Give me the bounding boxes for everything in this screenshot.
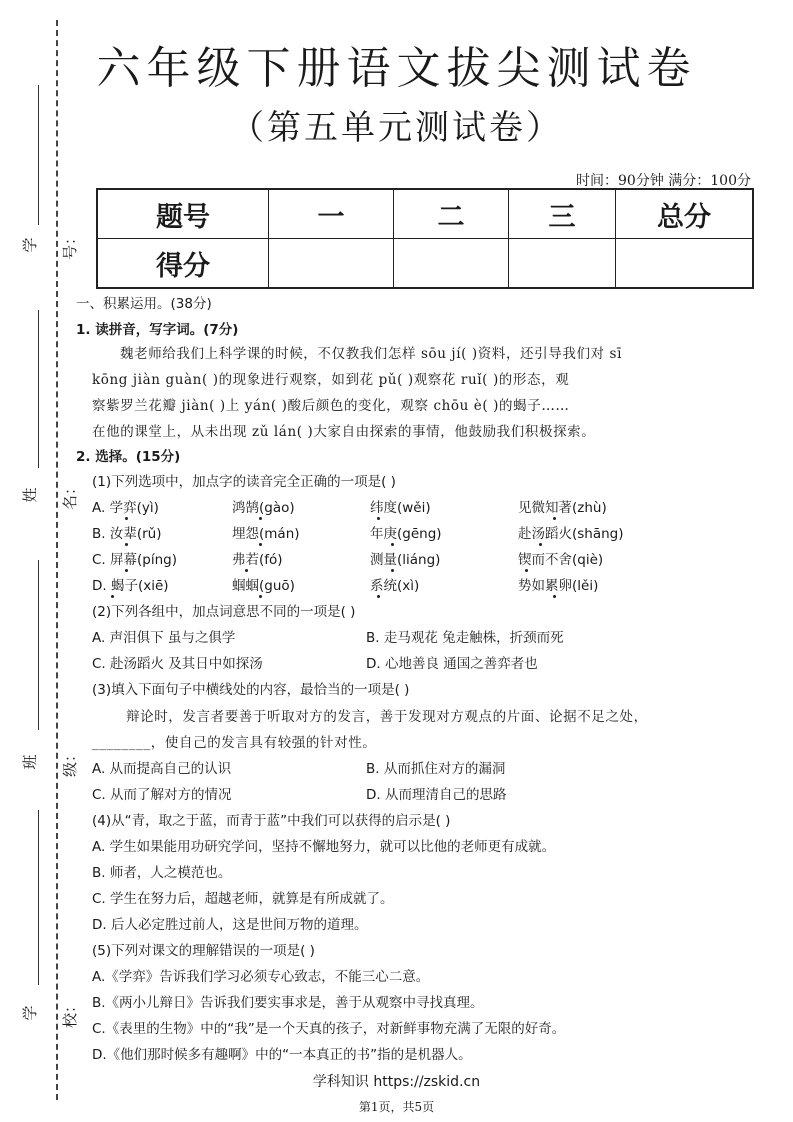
question-1-title: 1. 读拼音，写字词。(7分) [76, 322, 239, 338]
sub-question-3-passage: 辩论时，发言者要善于听取对方的发言，善于发现对方观点的片面、论据不足之处， [126, 709, 648, 725]
emphasis-dot [111, 595, 114, 598]
sub-question-5-stem: (5)下列对课文的理解错误的一项是( ) [92, 943, 315, 959]
option-text: 赴汤蹈火(shāng) [518, 526, 624, 542]
binding-dashed-line [56, 20, 58, 1100]
emphasis-dot [125, 569, 128, 572]
sub-question-3-stem: (3)填入下面句子中横线处的内容，最恰当的一项是( ) [92, 682, 410, 698]
emphasis-dot [539, 543, 542, 546]
emphasis-dot [553, 595, 556, 598]
score-cell[interactable] [394, 239, 509, 289]
score-table-header-cell: 题号 [97, 189, 269, 239]
score-row-label: 得分 [97, 239, 269, 289]
score-table-header-cell: 一 [269, 189, 394, 239]
page-title: 六年级下册语文拔尖测试卷 [96, 43, 697, 94]
option-text[interactable]: B. 从而抓住对方的漏洞 [366, 761, 506, 777]
option-text[interactable]: A. 学生如果能用功研究学问，坚持不懈地努力，就可以比他的老师更有成就。 [92, 839, 556, 855]
score-table-header-cell: 三 [509, 189, 616, 239]
emphasis-dot [245, 569, 248, 572]
score-table-header-cell: 二 [394, 189, 509, 239]
sub-question-1-stem: (1)下列选项中，加点字的读音完全正确的一项是( ) [92, 474, 396, 490]
question-1-line: 在他的课堂上，从未出现 zǔ lán( )大家自由探索的事情，他鼓励我们积极探索。 [92, 424, 596, 440]
option-text: 年庚(gēng) [370, 526, 442, 542]
emphasis-dot [377, 595, 380, 598]
emphasis-dot [525, 569, 528, 572]
option-text[interactable]: D. 心地善良 通国之善弈者也 [366, 656, 538, 672]
emphasis-dot [391, 569, 394, 572]
option-text[interactable]: C. 从而了解对方的情况 [92, 787, 232, 803]
emphasis-dot [259, 595, 262, 598]
option-text[interactable]: D. 从而理清自己的思路 [366, 787, 507, 803]
option-text[interactable]: A. 学弈(yì) [92, 500, 159, 516]
score-table-score-row [97, 239, 753, 289]
page-number: 第1页，共5页 [358, 1100, 435, 1114]
class-line[interactable] [38, 560, 39, 730]
option-text[interactable]: D.《他们那时候多有趣啊》中的“一本真正的书”指的是机器人。 [92, 1047, 472, 1063]
score-cell[interactable] [509, 239, 616, 289]
option-text[interactable]: B. 汝辈(rǔ) [92, 526, 162, 542]
class-label: 班级： [21, 747, 79, 778]
option-text[interactable]: C.《表里的生物》中的“我”是一个天真的孩子，对新鲜事物充满了无限的好奇。 [92, 1021, 566, 1037]
option-text[interactable]: B. 师者，人之模范也。 [92, 865, 232, 881]
score-table-header-cell: 总分 [616, 189, 754, 239]
emphasis-dot [377, 517, 380, 520]
question-1-line: 魏老师给我们上科学课的时候，不仅教我们怎样 sōu jí( )资料，还引导我们对 sī [120, 346, 622, 362]
option-text[interactable]: B.《两小儿辩日》告诉我们要实事求是，善于从观察中寻找真理。 [92, 995, 484, 1011]
school-label: 学校： [21, 998, 79, 1029]
option-text: 系统(xì) [370, 578, 420, 594]
name-line[interactable] [38, 310, 39, 468]
source-watermark: 学科知识 https://zskid.cn [312, 1074, 481, 1090]
option-text: 鸿鹄(gào) [232, 500, 295, 516]
student-id-label: 学号： [21, 230, 79, 261]
emphasis-dot [125, 517, 128, 520]
option-text: 测量(liáng) [370, 552, 441, 568]
option-text[interactable]: D. 后人必定胜过前人，这是世间万物的道理。 [92, 917, 368, 933]
emphasis-dot [259, 543, 262, 546]
score-table-header-row [97, 189, 753, 239]
option-text[interactable]: A.《学弈》告诉我们学习必须专心致志，不能三心二意。 [92, 969, 430, 985]
emphasis-dot [125, 543, 128, 546]
option-text: 纬度(wěi) [370, 500, 431, 516]
option-text: 埋怨(mán) [232, 526, 300, 542]
score-cell[interactable] [269, 239, 394, 289]
option-text: 蝈蝈(guō) [232, 578, 295, 594]
sub-question-2-stem: (2)下列各组中，加点词意思不同的一项是( ) [92, 604, 356, 620]
school-line[interactable] [38, 810, 39, 985]
option-text[interactable]: C. 屏幕(píng) [92, 552, 177, 568]
question-1-line: kōng jiàn guàn( )的现象进行观察，如到花 pǔ( )观察花 ruǐ( )的形态，观 [92, 372, 570, 388]
score-table [96, 188, 754, 289]
option-text[interactable]: A. 声泪俱下 虽与之俱学 [92, 630, 236, 646]
section-heading: 一、积累运用。(38分) [76, 296, 212, 312]
option-text[interactable]: A. 从而提高自己的认识 [92, 761, 232, 777]
emphasis-dot [391, 543, 394, 546]
option-text: 弗若(fó) [232, 552, 283, 568]
emphasis-dot [553, 517, 556, 520]
option-text[interactable]: C. 学生在努力后，超越老师，就算是有所成就了。 [92, 891, 394, 907]
option-text: 见微知著(zhù) [518, 500, 607, 516]
option-text[interactable]: C. 赴汤蹈火 及其日中如探汤 [92, 656, 263, 672]
score-cell[interactable] [616, 239, 754, 289]
option-text[interactable]: B. 走马观花 兔走触株，折颈而死 [366, 630, 564, 646]
page-subtitle: （第五单元测试卷） [230, 108, 563, 148]
question-2-title: 2. 选择。(15分) [76, 449, 181, 465]
time-score-info: 时间：90分钟 满分：100分 [576, 173, 751, 189]
sub-question-4-stem: (4)从“青，取之于蓝，而青于蓝”中我们可以获得的启示是( ) [92, 813, 451, 829]
option-text[interactable]: D. 蝎子(xiē) [92, 578, 169, 594]
option-text: 锲而不舍(qiè) [518, 552, 604, 568]
option-text: 势如累卵(lěi) [518, 578, 599, 594]
emphasis-dot [259, 517, 262, 520]
sub-question-3-passage: ________，使自己的发言具有较强的针对性。 [92, 735, 377, 751]
name-label: 姓名： [21, 480, 79, 511]
question-1-line: 察紫罗兰花瓣 jiàn( )上 yán( )酸后颜色的变化，观察 chōu è( )的蝎子…… [92, 398, 570, 414]
